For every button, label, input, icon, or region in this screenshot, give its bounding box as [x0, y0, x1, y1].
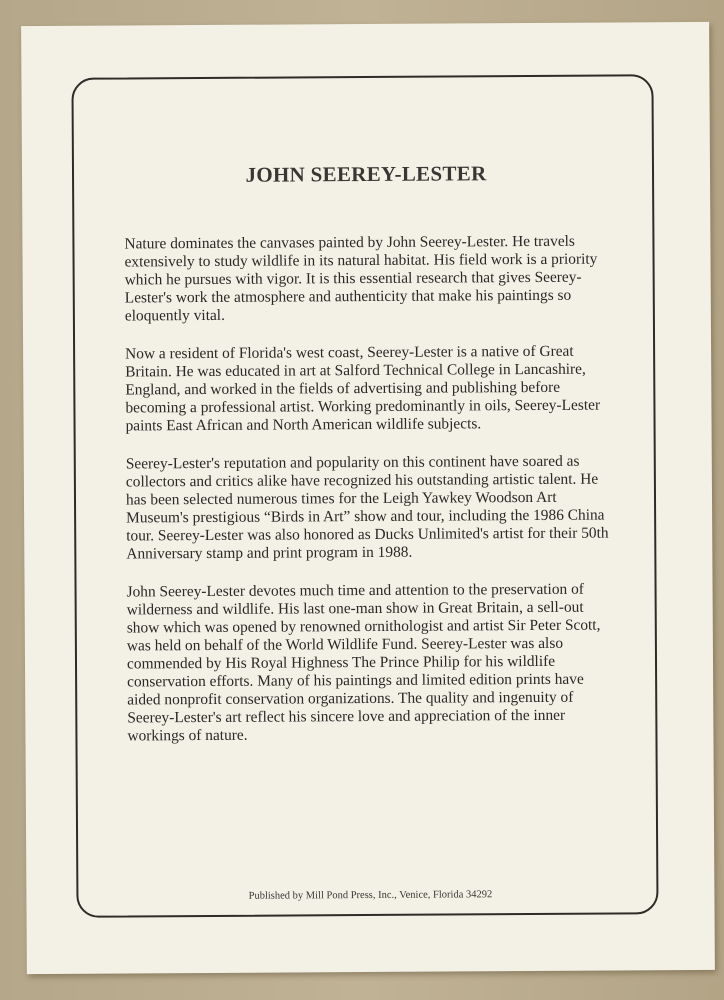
page-title: JOHN SEEREY-LESTER [245, 161, 487, 187]
publisher-footer: Published by Mill Pond Press, Inc., Venice, Florida 34292 [248, 889, 493, 902]
biography-text [124, 232, 619, 765]
paper-sheet [21, 22, 715, 974]
paragraph-1: Nature dominates the canvases painted by John Seerey-Lester. He travels extensively to study wildlife in its natural habitat. His field work is a priority which he pursues with vigor. It is this essential research that gives Seerey-Lester's work the atmosphere and authenticity that make his paintings so eloquently vital. [124, 232, 598, 325]
paragraph-4: John Seerey-Lester devotes much time and attention to the preservation of wilderness and wildlife. His last one-man show in Great Britain, a sell-out show which was opened by renowned ornithologist and artist Sir Peter Scott, was held on behalf of the World Wildlife Fund. Seerey-Lester was also commended by His Royal Highness The Prince Philip for his wildlife conservation efforts. Many of his paintings and limited edition prints have aided nonprofit conservation organizations. The quality and ingenuity of Seerey-Lester's art reflect his sincere love and appreciation of the inner workings of nature. [126, 580, 601, 745]
paragraph-3: Seerey-Lester's reputation and popularity on this continent have soared as collectors and critics alike have recognized his outstanding artistic talent. He has been selected numerous times for the Leigh Yawkey Woodson Art Museum's prestigious “Birds in Art” show and tour, including the 1986 China tour. Seerey-Lester was also honored as Ducks Unlimited's artist for their 50th Anniversary stamp and print program in 1988. [125, 452, 609, 563]
paragraph-2: Now a resident of Florida's west coast, Seerey-Lester is a native of Great Britain. He was educated in art at Salford Technical College in Lancashire, England, and worked in the fields of advertising and publishing before becoming a professional artist. Working predominantly in oils, Seerey-Lester paints East African and North American wildlife subjects. [125, 342, 601, 435]
